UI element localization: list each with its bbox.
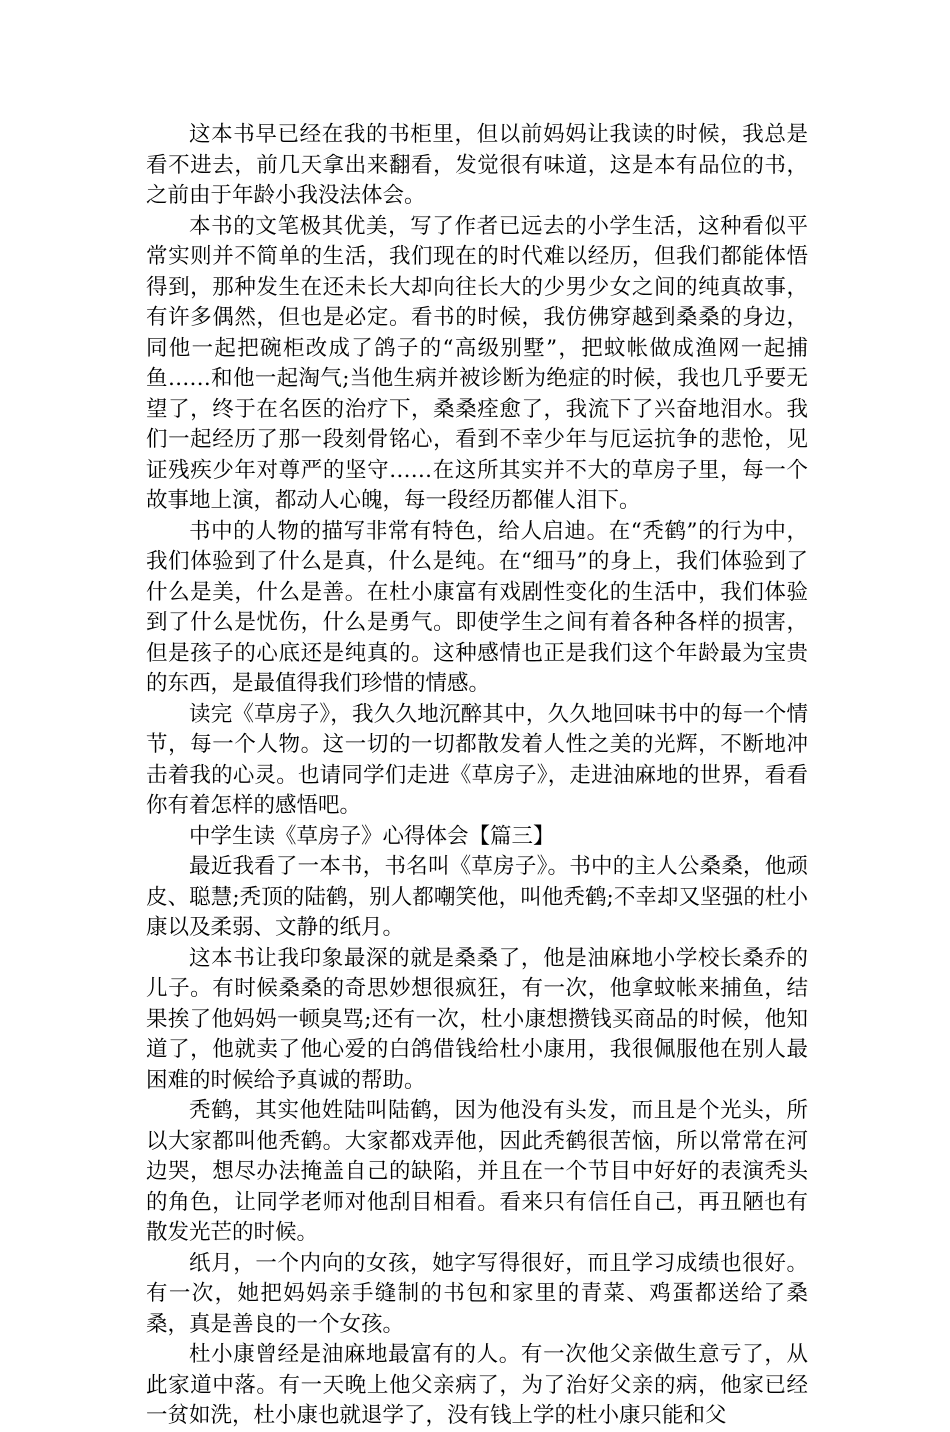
paragraph-6: 这本书让我印象最深的就是桑桑了，他是油麻地小学校长桑乔的儿子。有时候桑桑的奇思妙想很疯狂，有一次，他拿蚊帐来捕鱼，结果挨了他妈妈一顿臭骂;还有一次，杜小康想攒钱买商品的时候，他知道了，他就卖了他心爱的白鸽借钱给杜小康用，我很佩服他在别人最困难的时候给予真诚的帮助。 — [146, 945, 808, 1093]
document-page — [146, 120, 808, 1432]
paragraph-9: 杜小康曾经是油麻地最富有的人。有一次他父亲做生意亏了，从此家道中落。有一天晚上他父亲病了，为了治好父亲的病，他家已经一贫如洗，杜小康也就退学了，没有钱上学的杜小康只能和父 — [146, 1342, 808, 1428]
paragraph-3: 书中的人物的描写非常有特色，给人启迪。在“秃鹤”的行为中，我们体验到了什么是真，什么是纯。在“细马”的身上，我们体验到了什么是美，什么是善。在杜小康富有戏剧性变化的生活中，我们体验到了什么是忧伤，什么是勇气。即使学生之间有着各种各样的损害，但是孩子的心底还是纯真的。这种感情也正是我们这个年龄最为宝贵的东西，是最值得我们珍惜的情感。 — [146, 518, 808, 696]
paragraph-5: 最近我看了一本书，书名叫《草房子》。书中的主人公桑桑，他顽皮、聪慧;秃顶的陆鹤，别人都嘲笑他，叫他秃鹤;不幸却又坚强的杜小康以及柔弱、文静的纸月。 — [146, 854, 808, 940]
paragraph-8: 纸月，一个内向的女孩，她字写得很好，而且学习成绩也很好。有一次，她把妈妈亲手缝制的书包和家里的青菜、鸡蛋都送给了桑桑，真是善良的一个女孩。 — [146, 1250, 808, 1337]
paragraph-7: 秃鹤，其实他姓陆叫陆鹤，因为他没有头发，而且是个光头，所以大家都叫他秃鹤。大家都戏弄他，因此秃鹤很苦恼，所以常常在河边哭，想尽办法掩盖自己的缺陷，并且在一个节目中好好的表演秃头的角色，让同学老师对他刮目相看。看来只有信任自己，再丑陋也有散发光芒的时候。 — [146, 1098, 808, 1245]
paragraph-4: 读完《草房子》，我久久地沉醉其中，久久地回味书中的每一个情节，每一个人物。这一切的一切都散发着人性之美的光辉，不断地冲击着我的心灵。也请同学们走进《草房子》，走进油麻地的世界，看看你有着怎样的感悟吧。 — [146, 701, 808, 818]
section-heading: 中学生读《草房子》心得体会【篇三】 — [189, 823, 555, 849]
paragraph-1: 这本书早已经在我的书柜里，但以前妈妈让我读的时候，我总是看不进去，前几天拿出来翻看，发觉很有味道，这是本有品位的书，之前由于年龄小我没法体会。 — [146, 122, 808, 208]
paragraph-2: 本书的文笔极其优美，写了作者已远去的小学生活，这种看似平常实则并不简单的生活，我们现在的时代难以经历，但我们都能体悟得到，那种发生在还未长大却向往长大的少男少女之间的纯真故事，有许多偶然，但也是必定。看书的时候，我仿佛穿越到桑桑的身边，同他一起把碗柜改成了鸽子的“高级别墅”，把蚊帐做成渔网一起捕鱼……和他一起淘气;当他生病并被诊断为绝症的时候，我也几乎要无望了，终于在名医的治疗下，桑桑痊愈了，我流下了兴奋地泪水。我们一起经历了那一段刻骨铭心，看到不幸少年与厄运抗争的悲怆，见证残疾少年对尊严的坚守……在这所其实并不大的草房子里，每一个故事地上演，都动人心魄，每一段经历都催人泪下。 — [146, 213, 808, 513]
